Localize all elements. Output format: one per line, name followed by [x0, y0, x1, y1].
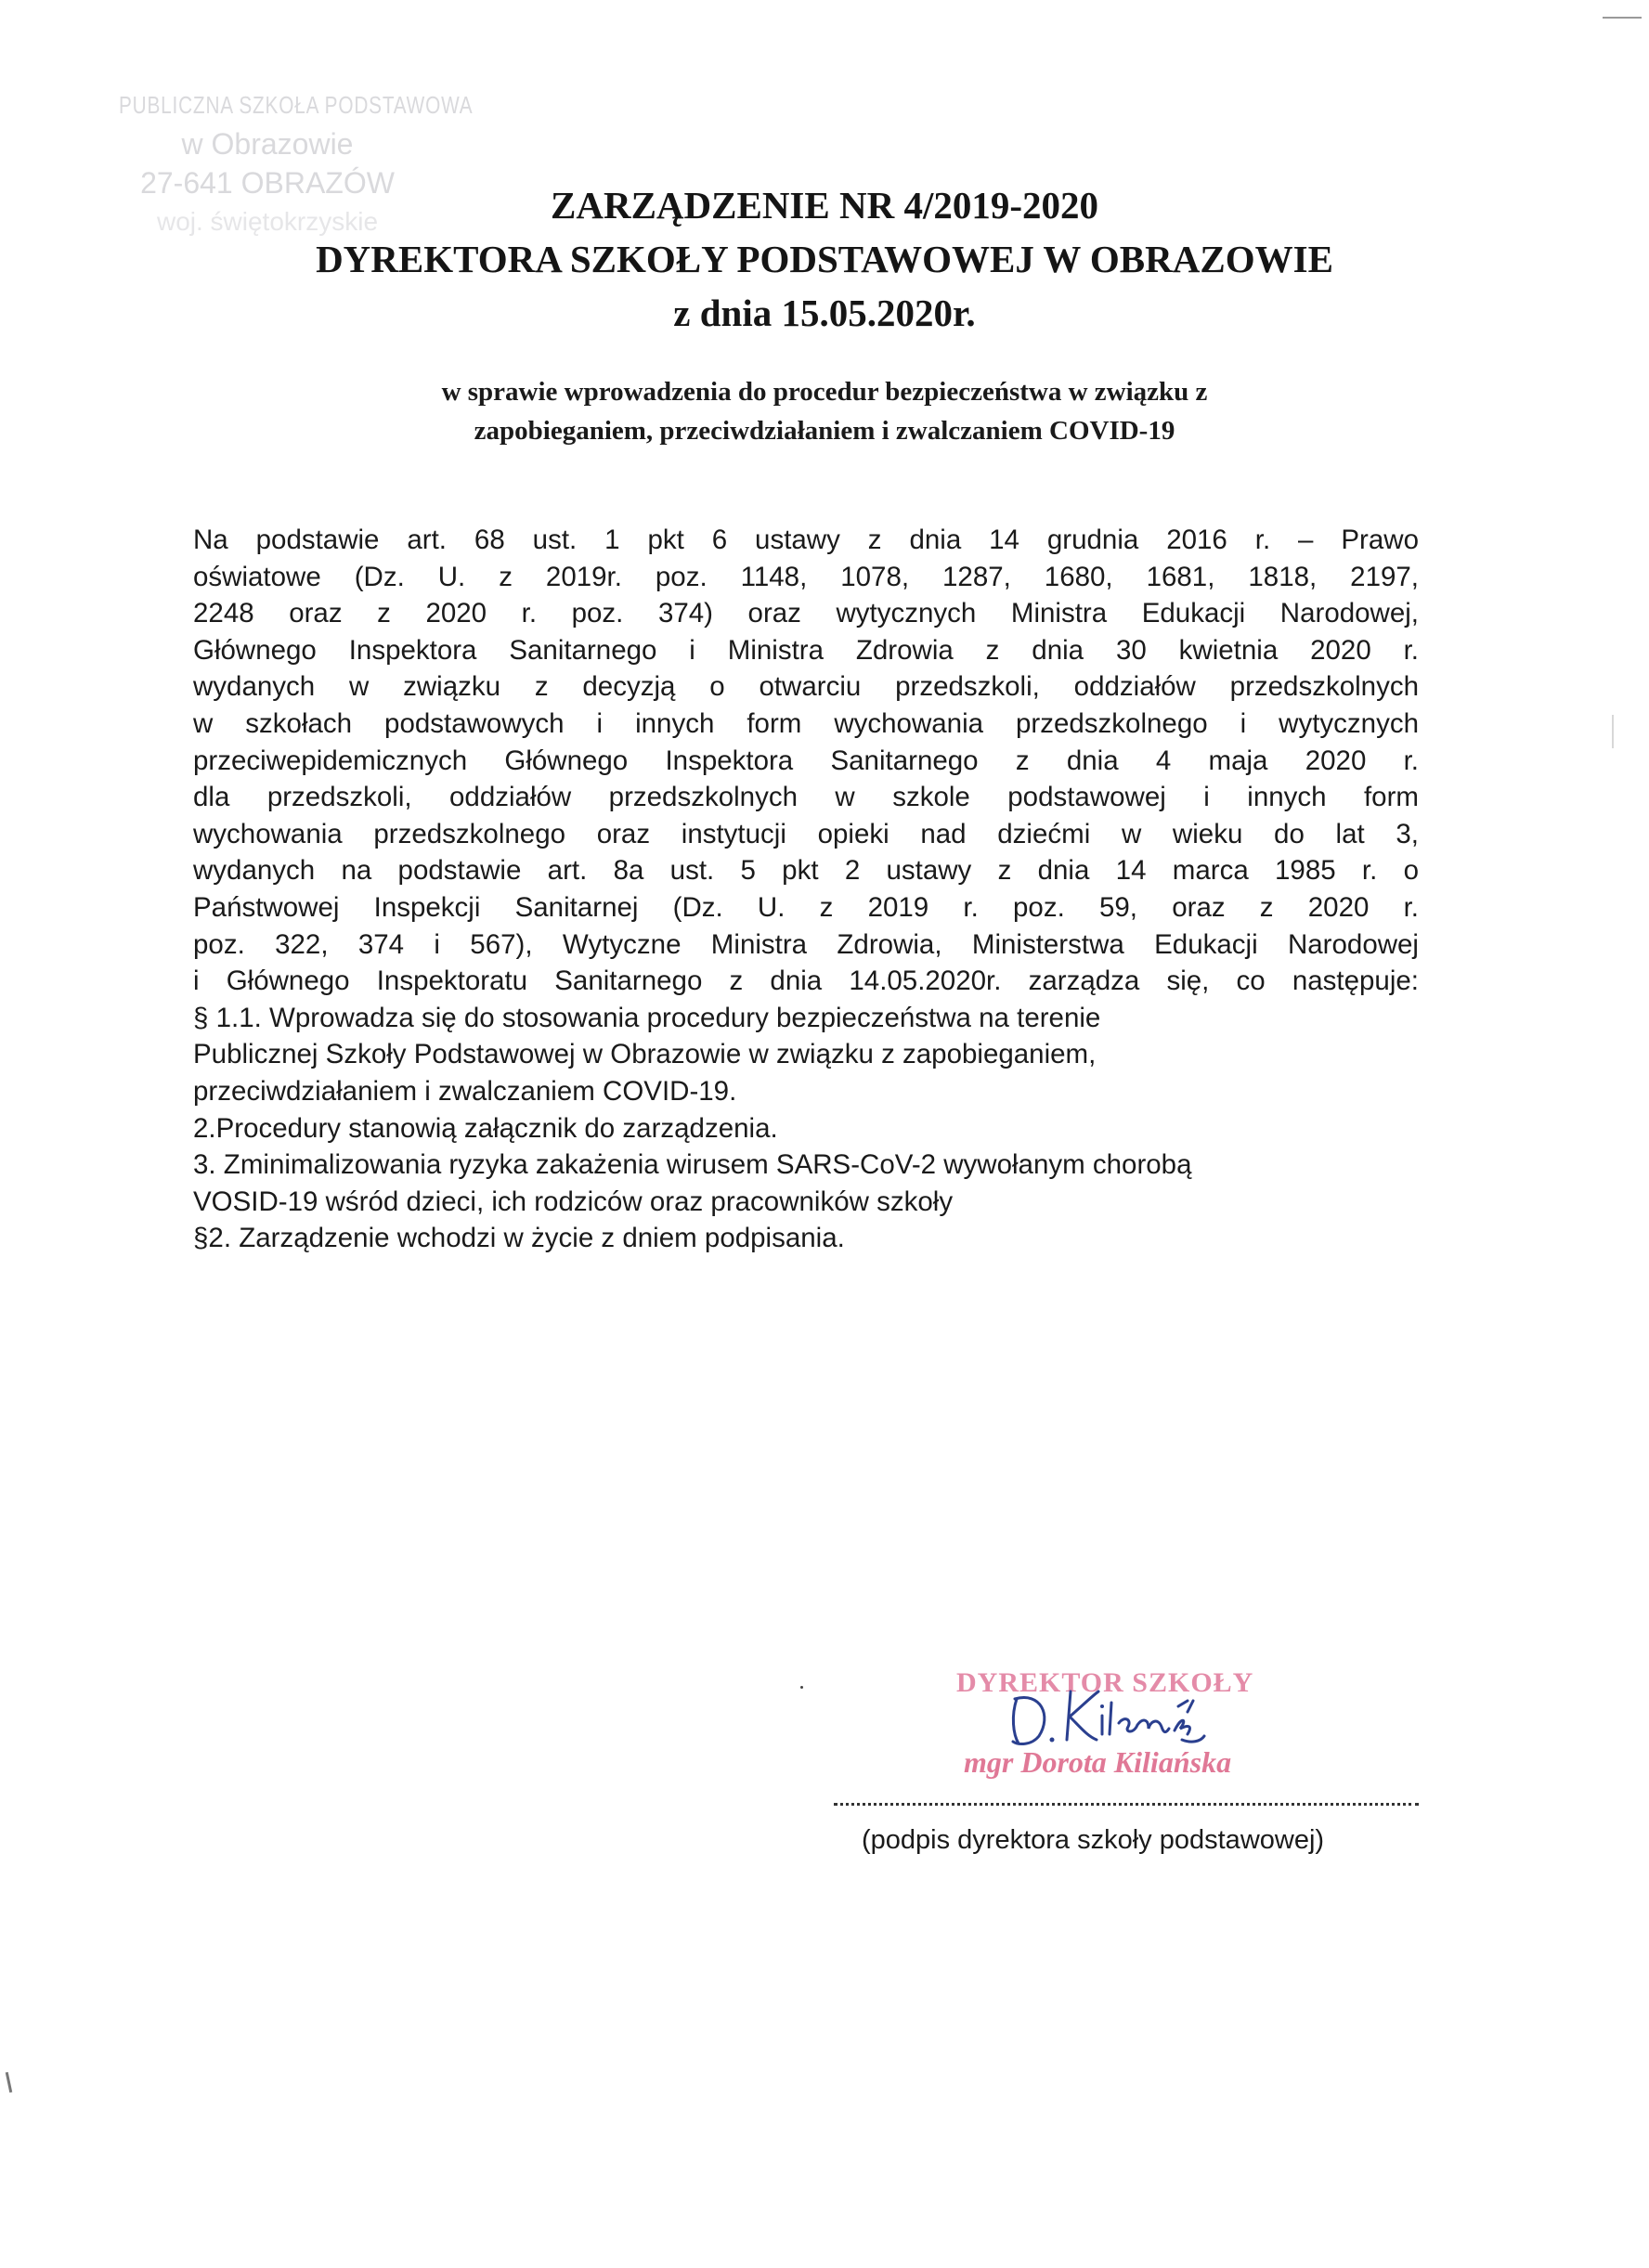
body-line: 2.Procedury stanowią załącznik do zarządzenia. — [193, 1112, 778, 1144]
body-line: w szkołach podstawowych i innych form wychowania przedszkolnego i wytycznych — [193, 707, 1419, 739]
body-line: § 1.1. Wprowadza się do stosowania procedury bezpieczeństwa na terenie — [193, 1002, 1101, 1033]
document-body — [193, 522, 1419, 1257]
body-line: poz. 322, 374 i 567), Wytyczne Ministra Zdrowia, Ministerstwa Edukacji Narodowej — [193, 928, 1419, 960]
scan-side-mark — [1612, 715, 1614, 748]
body-line: wydanych w związku z decyzją o otwarciu przedszkoli, oddziałów przedszkolnych — [193, 671, 1419, 703]
signature-dotted-line — [834, 1803, 1419, 1806]
document-subject — [0, 372, 1649, 450]
body-line: dla przedszkoli, oddziałów przedszkolnych w szkole podstawowej i innych form — [193, 782, 1419, 813]
header-date: z dnia 15.05.2020r. — [673, 292, 976, 334]
body-line: oświatowe (Dz. U. z 2019r. poz. 1148, 1078, 1287, 1680, 1681, 1818, 2197, — [193, 561, 1419, 592]
body-line: VOSID-19 wśród dzieci, ich rodziców oraz pracowników szkoły — [193, 1186, 954, 1217]
body-line: przeciwepidemicznych Głównego Inspektora Sanitarnego z dnia 4 maja 2020 r. — [193, 745, 1419, 776]
body-line: 2248 oraz z 2020 r. poz. 374) oraz wytycznych Ministra Edukacji Narodowej, — [193, 598, 1419, 629]
stamp-region: woj. świętokrzyskie — [156, 207, 379, 236]
body-line: 3. Zminimalizowania ryzyka zakażenia wirusem SARS-CoV-2 wywołanym chorobą — [193, 1149, 1192, 1181]
header-issuer: DYREKTORA SZKOŁY PODSTAWOWEJ W OBRAZOWIE — [316, 238, 1333, 280]
body-line: §2. Zarządzenie wchodzi w życie z dniem podpisania. — [193, 1223, 845, 1254]
header-ordinance-number: ZARZĄDZENIE NR 4/2019-2020 — [551, 184, 1098, 227]
body-line: Na podstawie art. 68 ust. 1 pkt 6 ustawy z dnia 14 grudnia 2016 r. – Prawo — [193, 525, 1419, 555]
stamp-location: w Obrazowie — [181, 127, 354, 161]
body-line: wychowania przedszkolnego oraz instytucji opieki nad dziećmi w wieku do lat 3, — [193, 818, 1419, 849]
handwritten-signature — [998, 1678, 1212, 1753]
body-line: Publicznej Szkoły Podstawowej w Obrazowie w związku z zapobieganiem, — [193, 1039, 1097, 1070]
signature-stamp-name: mgr Dorota Kiliańska — [964, 1745, 1232, 1779]
scan-speck — [800, 1686, 803, 1689]
body-line: i Głównego Inspektoratu Sanitarnego z dnia 14.05.2020r. zarządza się, co następuje: — [193, 966, 1419, 997]
document-header — [0, 178, 1649, 340]
body-line: przeciwdziałaniem i zwalczaniem COVID-19. — [193, 1075, 737, 1107]
scan-edge-mark — [6, 2072, 13, 2093]
stamp-postal-code: 27-641 OBRAZÓW — [140, 166, 395, 200]
body-line: Głównego Inspektora Sanitarnego i Ministra Zdrowia z dnia 30 kwietnia 2020 r. — [193, 634, 1419, 666]
body-line: wydanych na podstawie art. 8a ust. 5 pkt 2 ustawy z dnia 14 marca 1985 r. o — [193, 855, 1419, 887]
subject-line-1: w sprawie wprowadzenia do procedur bezpieczeństwa w związku z — [441, 377, 1208, 407]
signature-stamp-title: DYREKTOR SZKOŁY — [956, 1667, 1254, 1698]
scan-corner-mark — [1603, 17, 1642, 19]
signature-caption: (podpis dyrektora szkoły podstawowej) — [862, 1825, 1325, 1855]
body-line: Państwowej Inspekcji Sanitarnej (Dz. U. z 2019 r. poz. 59, oraz z 2020 r. — [193, 891, 1419, 923]
subject-line-2: zapobieganiem, przeciwdziałaniem i zwalczaniem COVID-19 — [474, 416, 1175, 446]
stamp-school-name: PUBLICZNA SZKOŁA PODSTAWOWA — [119, 91, 474, 119]
